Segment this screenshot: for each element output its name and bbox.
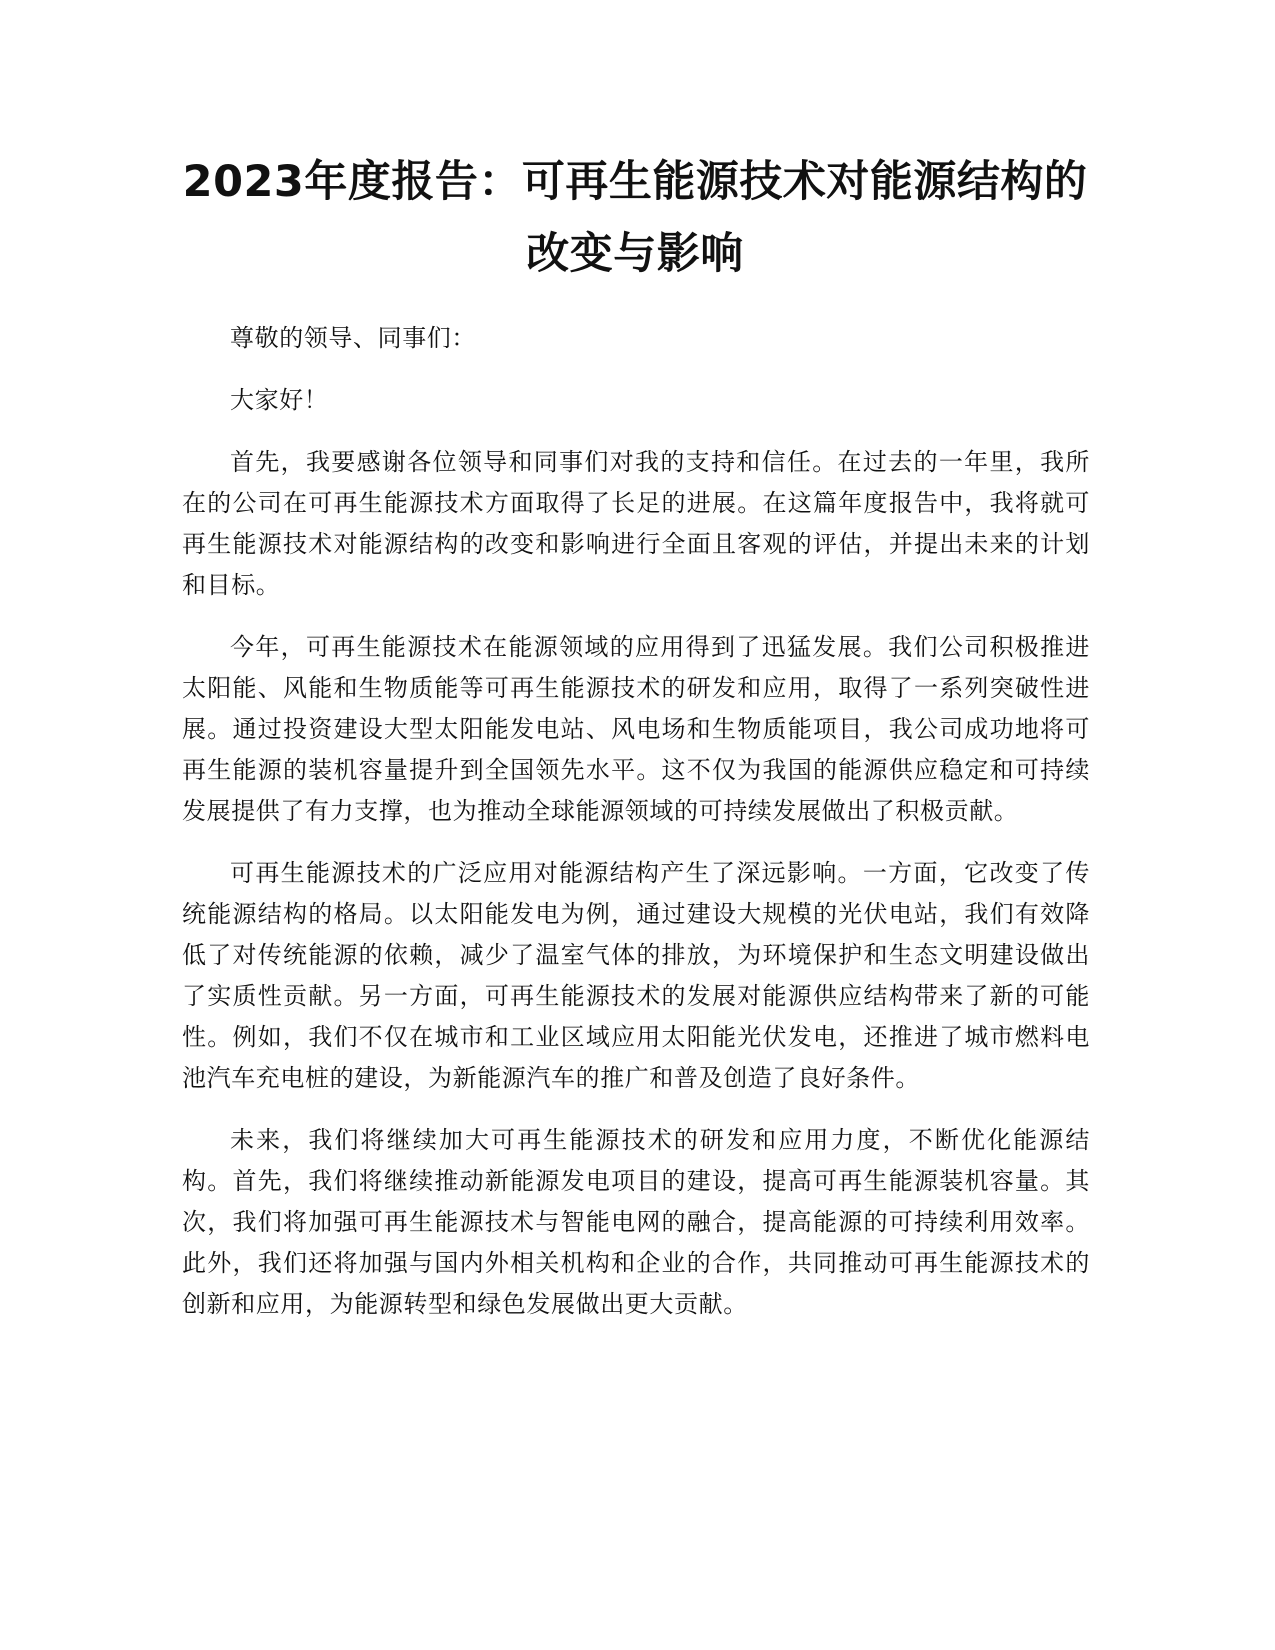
paragraph: 今年，可再生能源技术在能源领域的应用得到了迅猛发展。我们公司积极推进太阳能、风能和生物质能等可再生能源技术的研发和应用，取得了一系列突破性进展。通过投资建设大型太阳能发电站、风电场和生物质能项目，我公司成功地将可再生能源的装机容量提升到全国领先水平。这不仅为我国的能源供应稳定和可持续发展提供了有力支撑，也为推动全球能源领域的可持续发展做出了积极贡献。 [182,633,1090,825]
document-title: 2023年度报告：可再生能源技术对能源结构的改变与影响 [182,157,1088,279]
paragraph: 首先，我要感谢各位领导和同事们对我的支持和信任。在过去的一年里，我所在的公司在可再生能源技术方面取得了长足的进展。在这篇年度报告中，我将就可再生能源技术对能源结构的改变和影响进行全面且客观的评估，并提出未来的计划和目标。 [182,448,1090,599]
document-body [182,318,1090,1346]
salutation: 尊敬的领导、同事们： [230,324,476,352]
paragraph: 未来，我们将继续加大可再生能源技术的研发和应用力度，不断优化能源结构。首先，我们将继续推动新能源发电项目的建设，提高可再生能源装机容量。其次，我们将加强可再生能源技术与智能电网的融合，提高能源的可持续利用效率。此外，我们还将加强与国内外相关机构和企业的合作，共同推动可再生能源技术的创新和应用，为能源转型和绿色发展做出更大贡献。 [182,1126,1090,1318]
paragraph: 可再生能源技术的广泛应用对能源结构产生了深远影响。一方面，它改变了传统能源结构的格局。以太阳能发电为例，通过建设大规模的光伏电站，我们有效降低了对传统能源的依赖，减少了温室气体的排放，为环境保护和生态文明建设做出了实质性贡献。另一方面，可再生能源技术的发展对能源供应结构带来了新的可能性。例如，我们不仅在城市和工业区域应用太阳能光伏发电，还推进了城市燃料电池汽车充电桩的建设，为新能源汽车的推广和普及创造了良好条件。 [182,859,1090,1092]
greeting: 大家好！ [230,386,329,414]
